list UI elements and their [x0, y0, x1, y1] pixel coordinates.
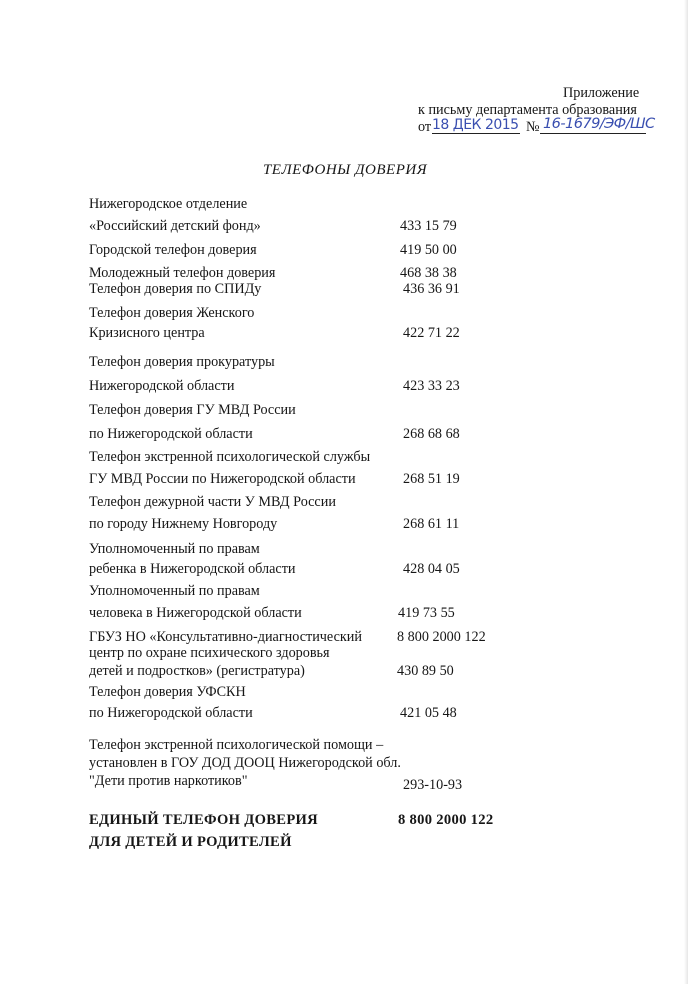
- number-prefix: №: [526, 119, 540, 135]
- date-underline: [432, 133, 520, 134]
- entry-label: Телефон экстренной психологической помощи –: [89, 737, 384, 753]
- entry-label: Телефон доверия УФСКН: [89, 684, 246, 700]
- entry-phone: 268 51 19: [403, 471, 460, 487]
- date-prefix: от: [418, 119, 432, 135]
- entry-phone: 293-10-93: [403, 777, 463, 793]
- entry-phone: 430 89 50: [397, 663, 454, 679]
- entry-label: Кризисного центра: [89, 325, 205, 341]
- entry-label: по Нижегородской области: [89, 705, 253, 721]
- entry-label: Нижегородской области: [89, 378, 235, 394]
- entry-phone: 468 38 38: [400, 265, 457, 281]
- entry-label: Молодежный телефон доверия: [89, 265, 276, 281]
- entry-label: Уполномоченный по правам: [89, 541, 260, 557]
- entry-label: Телефон доверия ГУ МВД России: [89, 402, 296, 418]
- entry-label: человека в Нижегородской области: [89, 605, 302, 621]
- entry-label: ребенка в Нижегородской области: [89, 561, 296, 577]
- entry-label: ГУ МВД России по Нижегородской области: [89, 471, 356, 487]
- entry-phone: 423 33 23: [403, 378, 460, 394]
- appendix-label: Приложение: [563, 85, 640, 101]
- entry-phone: 422 71 22: [403, 325, 460, 341]
- entry-phone: 419 50 00: [400, 242, 457, 258]
- entry-label: Телефон доверия по СПИДу: [89, 281, 262, 297]
- entry-label: детей и подростков» (регистратура): [89, 663, 305, 679]
- entry-phone: 8 800 2000 122: [397, 629, 486, 645]
- entry-label: Телефон доверия Женского: [89, 305, 255, 321]
- entry-phone: 421 05 48: [400, 705, 457, 721]
- entry-phone: 419 73 55: [398, 605, 455, 621]
- handwritten-number: 16-1679/ЭФ/ШС: [543, 115, 655, 132]
- entry-label: по Нижегородской области: [89, 426, 253, 442]
- entry-label: центр по охране психического здоровья: [89, 645, 330, 661]
- unified-hotline-subtitle: ДЛЯ ДЕТЕЙ И РОДИТЕЛЕЙ: [89, 834, 292, 850]
- page-title: ТЕЛЕФОНЫ ДОВЕРИЯ: [262, 162, 428, 178]
- unified-hotline-title: ЕДИНЫЙ ТЕЛЕФОН ДОВЕРИЯ: [89, 812, 319, 828]
- handwritten-date: 18 ДЕК 2015: [432, 117, 519, 133]
- entry-label: установлен в ГОУ ДОД ДООЦ Нижегородской обл.: [89, 755, 401, 771]
- entry-phone: 436 36 91: [403, 281, 460, 297]
- letter-reference: к письму департамента образования: [418, 102, 637, 118]
- entry-phone: 268 68 68: [403, 426, 460, 442]
- entry-label: Городской телефон доверия: [89, 242, 257, 258]
- entry-phone: 268 61 11: [403, 516, 460, 532]
- entry-label: Уполномоченный по правам: [89, 583, 260, 599]
- scan-edge-shadow: [684, 0, 688, 984]
- entry-label: Телефон экстренной психологической службы: [89, 449, 371, 465]
- entry-label: Телефон доверия прокуратуры: [89, 354, 275, 370]
- entry-label: «Российский детский фонд»: [89, 218, 261, 234]
- entry-label: Нижегородское отделение: [89, 196, 248, 212]
- entry-label: "Дети против наркотиков": [89, 773, 248, 789]
- number-underline: [540, 133, 646, 134]
- entry-label: Телефон дежурной части У МВД России: [89, 494, 336, 510]
- entry-label: по городу Нижнему Новгороду: [89, 516, 278, 532]
- entry-phone: 433 15 79: [400, 218, 457, 234]
- entry-phone: 428 04 05: [403, 561, 460, 577]
- unified-hotline-phone: 8 800 2000 122: [398, 812, 494, 828]
- entry-label: ГБУЗ НО «Консультативно-диагностический: [89, 629, 362, 645]
